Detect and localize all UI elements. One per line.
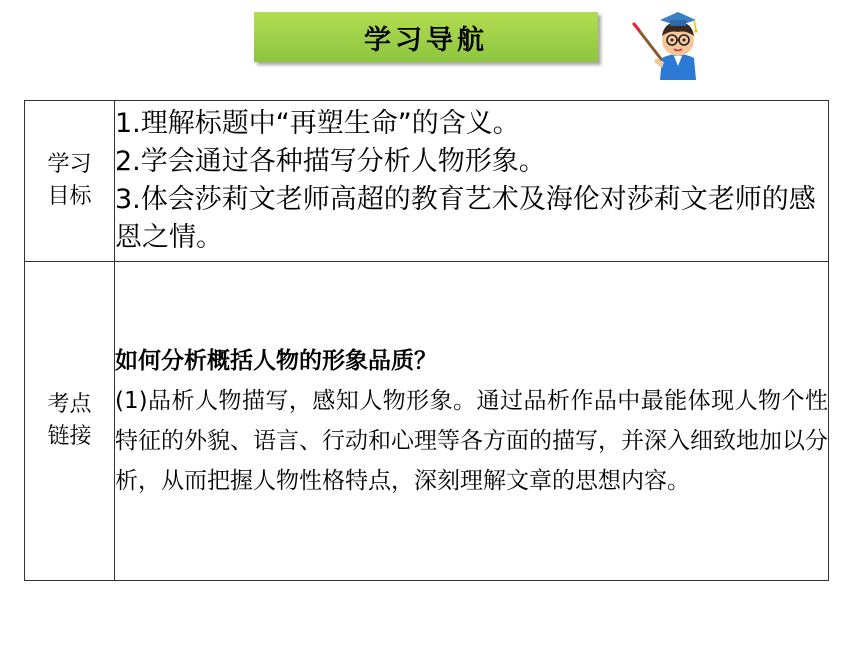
goals-content-cell [115, 101, 829, 262]
teacher-with-pointer-icon [628, 2, 710, 82]
exam-label-line1: 考点 [47, 392, 92, 417]
exam-paragraph: (1)品析人物描写，感知人物形象。通过品析作品中最能体现人物个性特征的外貌、语言、行动和心理等各方面的描写，并深入细致地加以分析，从而把握人物性格特点，深刻理解文章的思想内容。 [115, 388, 828, 494]
exam-label-cell [25, 262, 115, 581]
goal-item: 1.理解标题中“再塑生命”的含义。 [115, 108, 520, 139]
study-guide-table [24, 100, 829, 581]
section-title: 学习导航 [364, 24, 488, 56]
goals-label-line2: 目标 [47, 184, 92, 209]
goals-row [25, 101, 829, 262]
exam-content-cell [115, 262, 829, 581]
goals-label-line1: 学习 [47, 152, 92, 177]
exam-row [25, 262, 829, 581]
goals-label-cell [25, 101, 115, 262]
section-title-banner [254, 12, 598, 62]
goal-item: 3.体会莎莉文老师高超的教育艺术及海伦对莎莉文老师的感恩之情。 [115, 184, 816, 253]
goal-item: 2.学会通过各种描写分析人物形象。 [115, 146, 546, 177]
exam-question: 如何分析概括人物的形象品质？ [115, 348, 437, 374]
exam-label-line2: 链接 [47, 424, 92, 449]
